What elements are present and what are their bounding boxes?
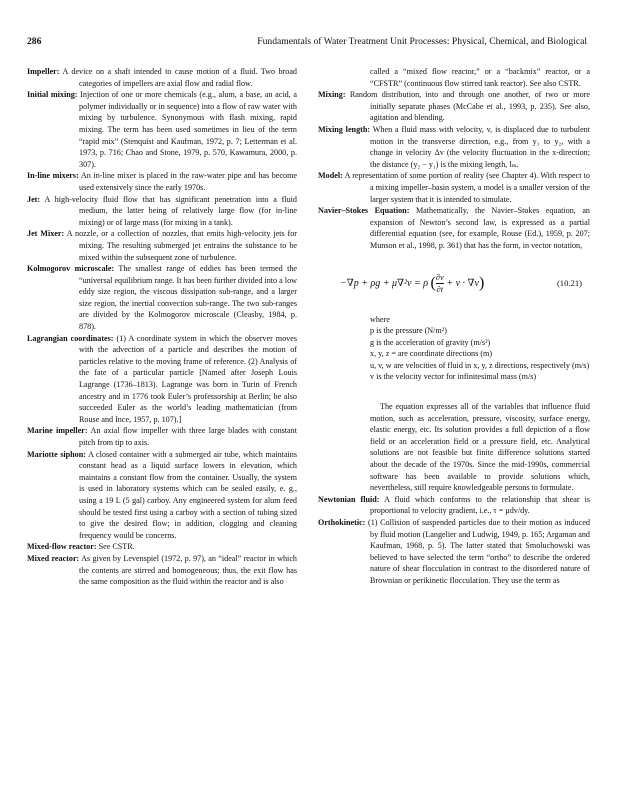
running-title: Fundamentals of Water Treatment Unit Processes: Physical, Chemical, and Biological	[257, 36, 587, 47]
glossary-term: Model:	[318, 171, 343, 181]
glossary-definition: A fluid which conforms to the relationship that shear is proportional to velocity gradient, i.e., τ = μdv/dy.	[370, 494, 590, 516]
glossary-entry	[27, 170, 297, 193]
glossary-entry	[27, 449, 297, 542]
glossary-definition: The smallest range of eddies has been termed the “universal equilibrium range. It has been further divided into a low eddy size region, the viscous dissipation sub-range, and a larger size region, the inertial convection sub-range. The two sub-ranges are divided by the Kolmogorov microscale (Cleasby, 1984, p. 878).	[79, 264, 298, 332]
glossary-definition: Injection of one or more chemicals (e.g., alum, a base, an acid, a polymer individually or in sequence) into a flow of raw water with mixing by turbulence. Synonymous with flash mixing, rapid mixing. The term has been used sometimes in lieu of the term “rapid mix” (Stenquist and Kaufman, 1972, p. 7; Letterman et al. 1973, p. 716; Chao and Stone, 1979, p. 570, Kawamura, 2000, p. 307).	[79, 90, 298, 169]
glossary-term: In-line mixers:	[27, 171, 79, 181]
variable-definition: p is the pressure (N/m²)	[370, 326, 447, 336]
glossary-definition: (1) Collision of suspended particles due to their motion as induced by fluid motion (Langelier and Ludwig, 1949, p. 165; Argaman and Kaufman, 1968, p. 5). The latter stated that Smoluchowski was believed to have selected the term “ortho” to describe the ordered nature of shear flocculation in contrast to the disordered nature of Brownian or perikinetic flocculation. They use the term as	[368, 518, 590, 585]
page-number: 286	[27, 36, 42, 47]
right-column	[318, 66, 590, 587]
glossary-entry	[318, 89, 590, 124]
equation-number: (10.21)	[556, 277, 582, 288]
glossary-definition: When a fluid mass with velocity, v, is displaced due to turbulent motion in the transverse direction, e.g., from y₁ to y₂, with a change in velocity Δv (the velocity fluctuation in the x-direction; the distance (y₂ − y₁) is the mixing length, lₘ.	[370, 124, 590, 169]
glossary-definition: An in-line mixer is placed in the raw-water pipe and has become used extensively since the early 1970s.	[79, 171, 297, 192]
glossary-term: Jet:	[27, 194, 41, 204]
glossary-term: Mixing:	[318, 90, 346, 100]
glossary-term: Kolmogorov microscale:	[27, 264, 115, 274]
glossary-term: Marine impeller:	[27, 426, 88, 436]
variable-definition: g is the acceleration of gravity (m/s²)	[370, 337, 491, 347]
entries-before-equation	[318, 89, 590, 251]
glossary-entry	[318, 205, 590, 251]
equation-discussion: The equation expresses all of the variables that influence fluid motion, such as acceleration, pressure, viscosity, surface energy, elastic energy, etc. Its solution provides a full depiction of a flow field or an acceleration field or a pressure field, etc. Analytical solutions are not feasible but finite difference solutions started about the decade of the 1970s. Since the mid-1990s, commercial software has been available to provide solutions which, nevertheless, still require knowledgeable persons to formulate.	[370, 402, 590, 493]
glossary-entry	[318, 170, 590, 205]
variable-definition: u, v, w are velocities of fluid in x, y, z directions, respectively (m/s)	[370, 360, 590, 370]
glossary-definition: A nozzle, or a collection of nozzles, that emits high-velocity jets for mixing. The resulting submerged jet entrains the substance to be mixed within the subsequent zone of turbulence.	[66, 229, 297, 262]
where-label: where	[370, 314, 390, 324]
glossary-entry	[318, 517, 590, 587]
glossary-definition: As given by Levenspiel (1972, p. 97), an “ideal” reactor in which the contents are stirred and homogeneous; thus, the exit flow has the same composition as the fluid within the reactor and is also	[79, 553, 297, 587]
entries-after-equation	[318, 494, 590, 587]
variable-definition: v is the velocity vector for infinitesimal mass (m/s)	[370, 372, 537, 382]
glossary-entry	[27, 263, 297, 333]
navier-stokes-equation	[318, 262, 590, 308]
glossary-term: Impeller:	[27, 67, 60, 76]
equation-body: −∇p + ρg + μ∇²v = ρ ( $\frac{\partial v}{\partial t}$ + v · ∇v)	[340, 271, 485, 294]
continuation-text: called a “mixed flow reactor,” or a “backmix” reactor, or a “CFSTR” (continuous flow stirred tank reactor). See also CSTR.	[370, 67, 590, 88]
glossary-term: Lagrangian coordinates:	[27, 333, 114, 343]
glossary-term: Initial mixing:	[27, 90, 78, 100]
glossary-term: Navier–Stokes Equation:	[318, 206, 410, 216]
glossary-term: Mixed reactor:	[27, 553, 80, 563]
glossary-entry	[27, 553, 297, 588]
equation-fraction	[436, 272, 444, 295]
glossary-entry	[27, 333, 297, 426]
glossary-term: Mixing length:	[318, 124, 371, 134]
glossary-entry	[27, 194, 297, 229]
variable-definition: x, y, z = are coordinate directions (m)	[370, 349, 493, 359]
glossary-entry	[27, 66, 297, 89]
glossary-term: Orthokinetic:	[318, 518, 366, 527]
glossary-term: Mariotte siphon:	[27, 449, 86, 459]
glossary-definition: A closed container with a submerged air tube, which maintains constant head as a liquid surface lowers in elevation, which maintains a constant flow from the container. Usually, the system is used in laboratory systems which can be sealed easily, e. g., using a 19 L (5 gal) carboy. Any engineered system for alum feed should be tested first using a carboy with a section of tubing sized to give the desired flow; in addition, clogging and cleaning frequency would be concerns.	[79, 449, 297, 540]
equation-rhs: + v · ∇v	[446, 277, 479, 289]
glossary-definition: (1) A coordinate system in which the observer moves with the advection of a particle and describes the motion of particles relative to the moving frame of reference. (2) Analysis of the fate of a particular particle [Named after Joseph Louis Lagrange (1736–1813). Lagrange was born in Turin of French ancestry and in 1776 took Euler’s professorship at Berlin; he also succeeded Euler as the world’s leading mathematician (from Rouse and Ince, 1957, p. 107).]	[79, 333, 298, 424]
glossary-term: Jet Mixer:	[27, 229, 65, 239]
glossary-definition: An axial flow impeller with three large blades with constant pitch from tip to axis.	[79, 426, 297, 447]
left-column	[27, 66, 297, 588]
variable-definitions	[318, 325, 590, 383]
glossary-term: Newtonian fluid:	[318, 494, 380, 504]
glossary-entry	[318, 494, 590, 517]
glossary-term: Mixed-flow reactor:	[27, 542, 97, 552]
glossary-definition: Random distribution, into and through one another, of two or more initially separate phases (McCabe et al., 1993, p. 235). See also, agitation and blending.	[349, 90, 590, 123]
glossary-definition: Mathematically, the Navier–Stokes equation, an expansion of Newton’s second law, is expressed as a partial differential equation (see, for example, Rouse (Ed.), 1959, p. 207; Munson et al., 1998, p. 361) that has the form, in vector notation,	[370, 206, 590, 250]
fraction-denominator: ∂t	[436, 283, 444, 294]
equation-lhs: −∇p + ρg + μ∇²v = ρ	[340, 277, 429, 289]
glossary-entry	[318, 124, 590, 170]
glossary-entry	[27, 89, 297, 170]
glossary-entry	[27, 541, 297, 553]
glossary-definition: A high-velocity fluid flow that has significant penetration into a fluid medium, the latter being of relatively large flow (for in-line mixing) or of large mass (for mixing in a tank).	[44, 194, 297, 227]
fraction-numerator: ∂v	[435, 271, 444, 282]
glossary-entry	[27, 228, 297, 263]
glossary-definition: A representation of some portion of reality (see Chapter 4). With respect to a mixing impeller–basin system, a model is a smaller version of the larger system that it is intended to simulate.	[344, 171, 590, 204]
glossary-entry	[27, 425, 297, 448]
glossary-definition: See CSTR.	[98, 542, 135, 552]
glossary-definition: A device on a shaft intended to cause motion of a fluid. Two broad categories of impellers are axial flow and radial flow.	[62, 67, 297, 88]
